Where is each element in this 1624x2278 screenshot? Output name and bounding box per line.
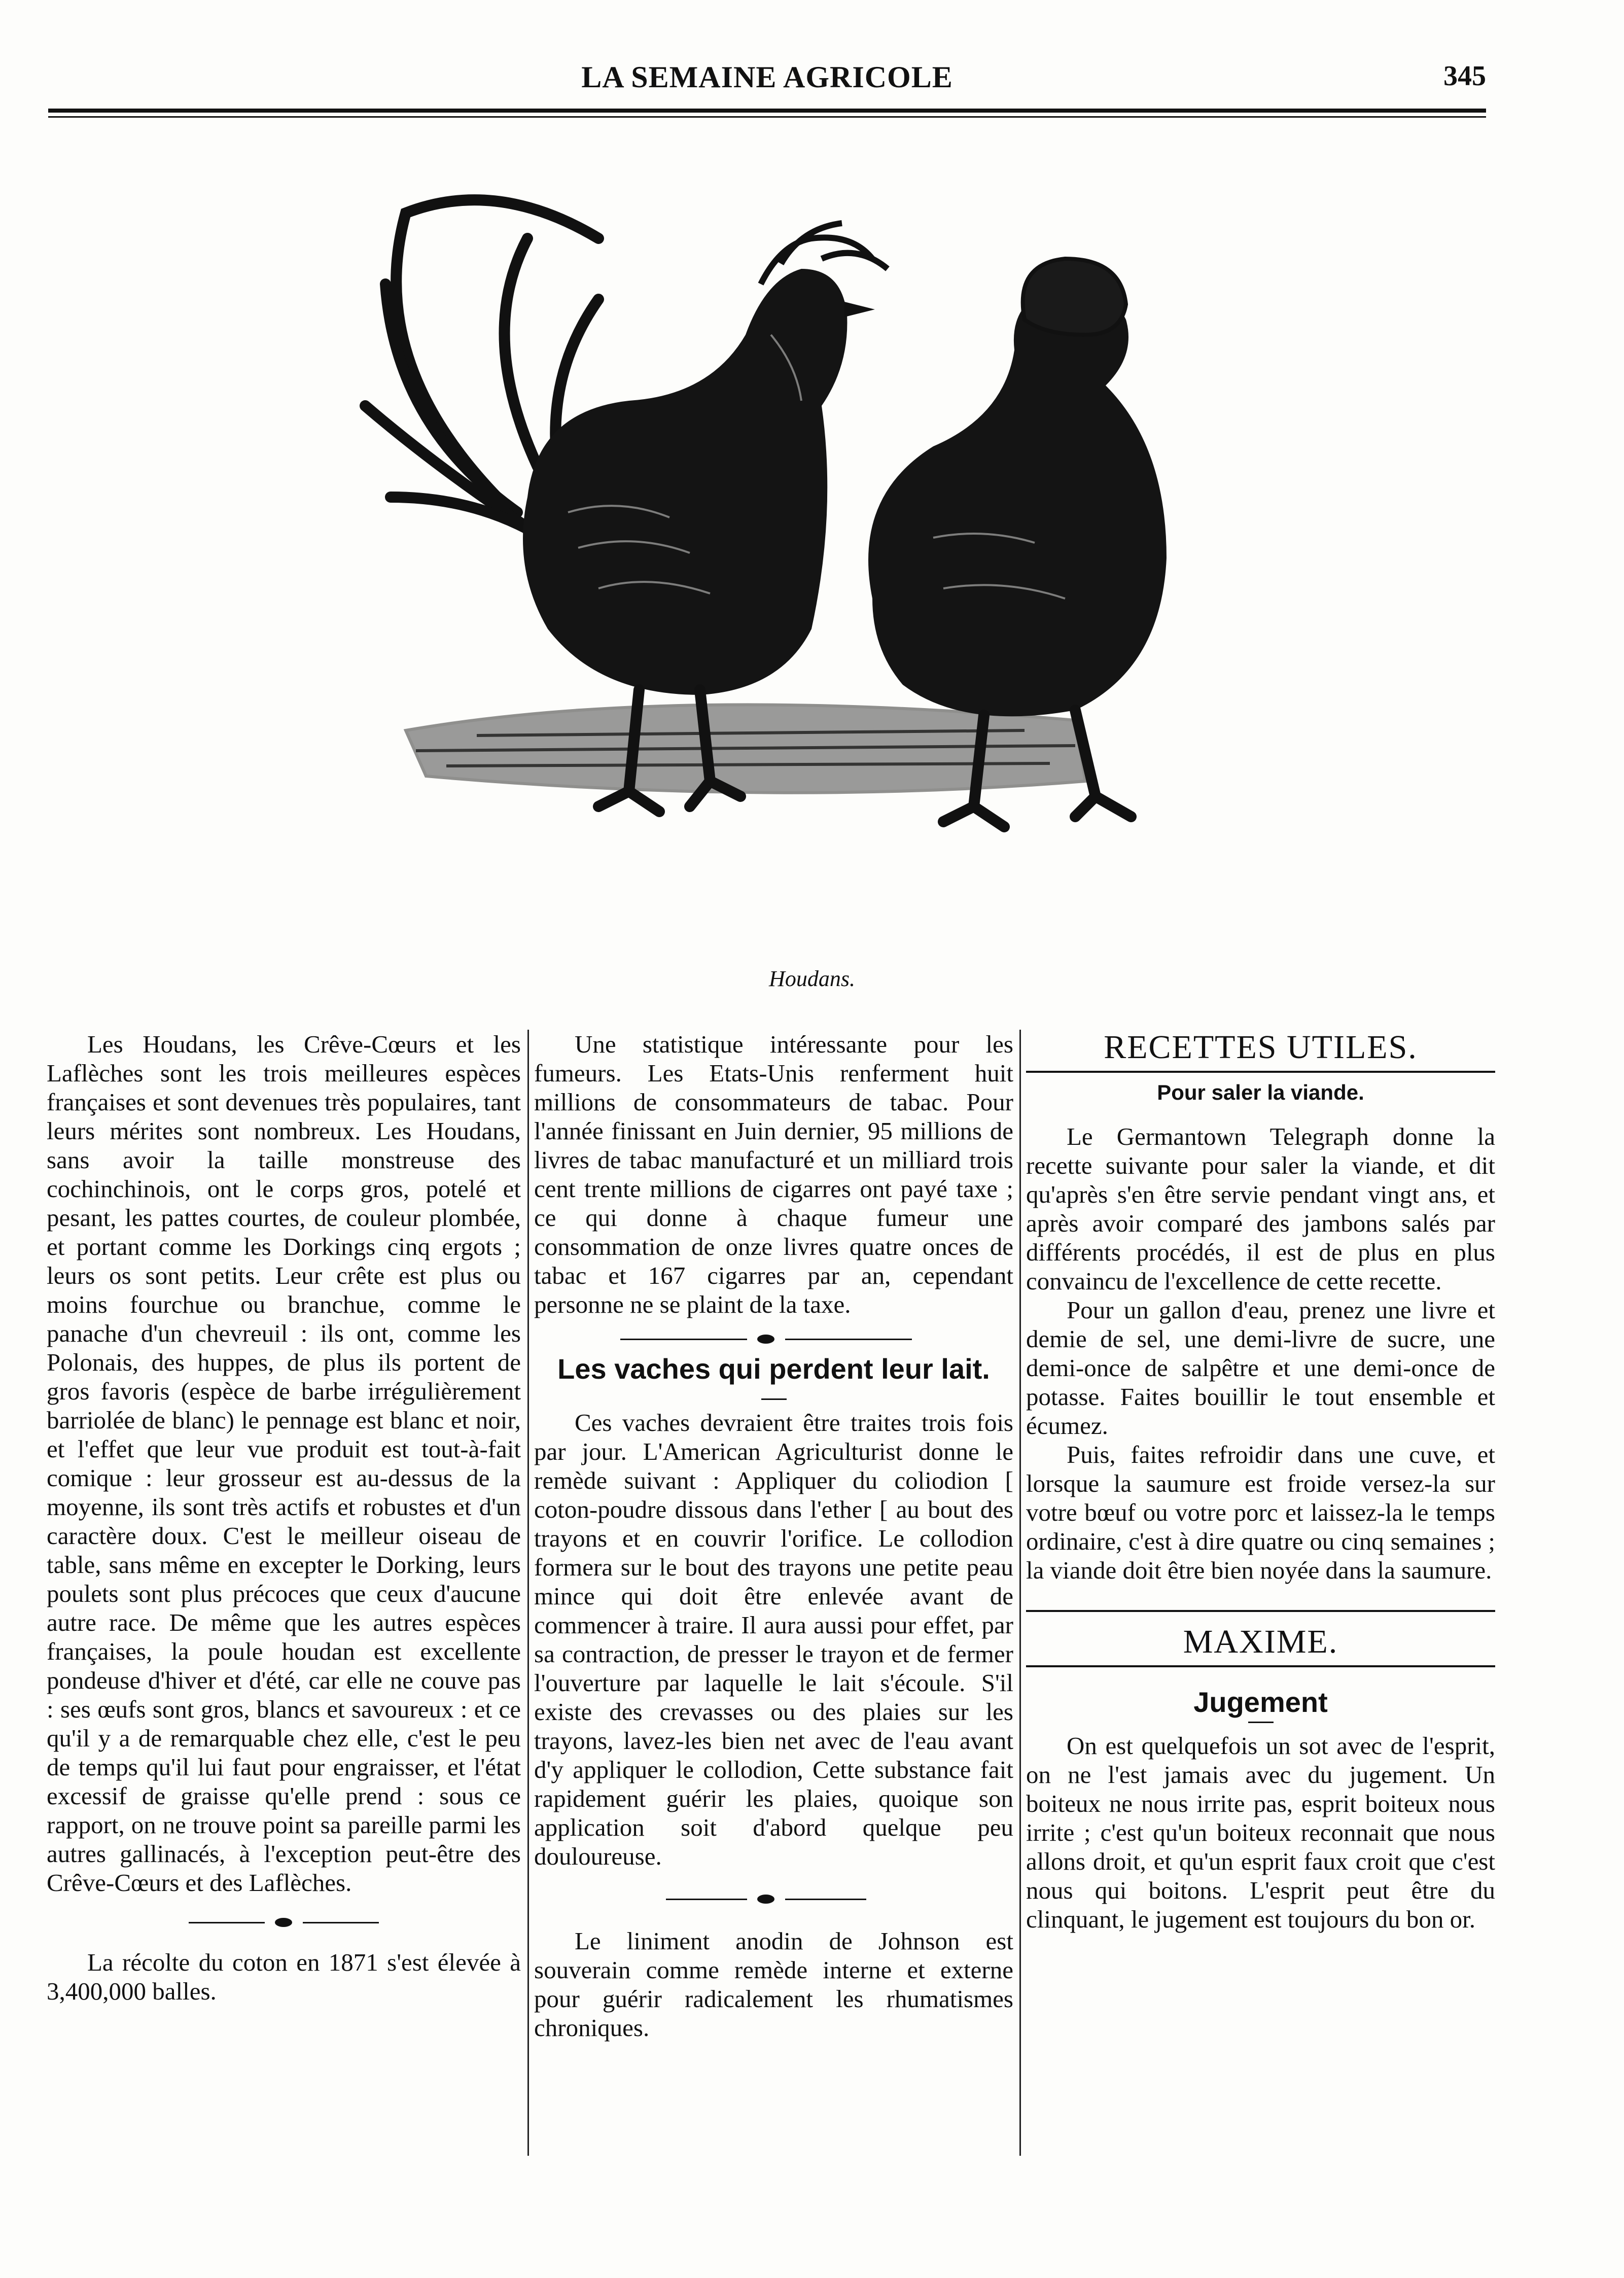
figure-caption: Houdans.	[769, 966, 855, 991]
heading-recettes: RECETTES UTILES.	[1104, 1029, 1418, 1066]
column-divider-2	[1019, 1030, 1021, 2156]
publication-title: LA SEMAINE AGRICOLE	[581, 60, 953, 94]
article-cotton: La récolte du coton en 1871 s'est élevée à 3,400,000 balles.	[47, 1948, 521, 2005]
rooster-beak	[844, 302, 875, 317]
article-liniment: Le liniment anodin de Johnson est souverain comme remède interne et externe pour guérir radicalement les rhumatismes chroniques.	[534, 1927, 1013, 2042]
subheading-saler: Pour saler la viande.	[1157, 1080, 1364, 1104]
rooster-body	[523, 269, 847, 695]
article-recipe-intro: Le Germantown Telegraph donne la recette suivante pour saler la viande, et dit qu'après s'en être servie pendant vingt ans, et après avoir comparé des jambons salés par différents procédés, il est de plus en plus convaincu de l'excellence de cette recette.	[1026, 1123, 1495, 1295]
masthead-rule-thick	[48, 109, 1486, 113]
column-divider-1	[527, 1030, 529, 2156]
rooster-and-hen-engraving	[213, 183, 1410, 928]
ornament-divider	[47, 1912, 521, 1933]
heading-cows: Les vaches qui perdent leur lait.	[557, 1353, 990, 1385]
hen-body	[868, 287, 1167, 716]
column-2	[534, 1030, 1013, 2042]
article-tobacco: Une statistique intéressante pour les fumeurs. Les Etats-Unis renferment huit millions de consommateurs de tabac. Pour l'année finissant en Juin dernier, 95 millions de livres de tabac manufacturé et un milliard trois cent trente millions de cigarres ont payé taxe ; ce qui donne à chaque fumeur une consommation de onze livres quatre onces de tabac et 167 cigarres par an, cependant personne ne se plaint de la taxe.	[534, 1030, 1013, 1318]
heading-maxime: MAXIME.	[1183, 1623, 1338, 1660]
section-rule	[1026, 1071, 1495, 1073]
ornament-divider	[534, 1329, 1013, 1349]
article-maxime: On est quelquefois un sot avec de l'esprit, on ne l'est jamais avec du jugement. Un boiteux ne nous irrite pas, esprit boiteux nous irrite ; c'est qu'un boiteux reconnait que nous allons droit, et qu'un esprit faux croit que c'est nous qui boitons. L'esprit peut être du clinquant, le jugement est toujours du bon or.	[1026, 1732, 1495, 1933]
masthead-rule-thin	[48, 116, 1486, 118]
section-rule	[1026, 1610, 1495, 1612]
article-houdans: Les Houdans, les Crêve-Cœurs et les Laflèches sont les trois meilleures espèces françaises et sont devenues très populaires, tant leurs mérites sont nombreux. Les Houdans, sans avoir la taille monstreuse des cochinchinois, ont le corps gros, potelé et pesant, les pattes courtes, de couleur plombée, et portant comme les Dorkings cinq ergots ; leurs os sont petits. Leur crête est plus ou moins fourchue ou branchue, comme le panache d'un chevreuil : ils ont, comme les Polonais, des huppes, de plus ils portent de gros favoris (espèce de barbe irrégulièrement barriolée de blanc) le pennage est blanc et noir, et l'effet que leur vue produit est tout-à-fait comique : leur grosseur est au-dessus de la moyenne, ils sont très actifs et robustes et d'un caractère doux. C'est le meilleur oiseau de table, sans même en excepter le Dorking, leurs poulets sont plus précoces que ceux d'aucune autre race. De même que les autres espèces françaises, la poule houdan est excellente pondeuse d'hiver et d'été, car elle ne couve pas : ses œufs sont gros, blancs et savoureux : et ce qu'il y a de remarquable chez elle, c'est le peu de temps qu'il lui faut pour engraisser, et l'état excessif de graisse qu'elle prend : sous ce rapport, on ne trouve point sa pareille parmi les autres gallinacés, à l'exception peut-être des Crêve-Cœurs et des Laflèches.	[47, 1030, 521, 1897]
heading-dash	[1248, 1722, 1274, 1723]
article-recipe-method: Puis, faites refroidir dans une cuve, et lorsque la saumure est froide versez-la sur votre bœuf ou votre porc et laissez-la le temps ordinaire, c'est à dire quatre ou cinq semaines ; la viande doit être bien noyée dans la saumure.	[1026, 1441, 1495, 1584]
heading-dash	[761, 1398, 787, 1400]
section-rule	[1026, 1665, 1495, 1667]
article-cows: Ces vaches devraient être traites trois fois par jour. L'American Agriculturist donne le remède suivant : Appliquer du coliodion [ coton-poudre dissous dans l'ether [ au bout des trayons et en couvrir l'orifice. Le collodion formera sur le bout des trayons une petite peau mince qui doit être enlevée avant de commencer à traire. Il aura aussi pour effet, par sa contraction, de presser le trayon et de fermer l'ouverture par laquelle le lait s'écoule. S'il existe des crevasses ou des plaies sur les trayons, lavez-les bien net avec de l'eau avant d'y appliquer le collodion, Cette substance fait rapidement guérir les plaies, quoique son application soit d'abord quelque peu douloureuse.	[534, 1409, 1013, 1870]
article-recipe-ingredients: Pour un gallon d'eau, prenez une livre et demie de sel, une demi-livre de sucre, une demi-once de salpêtre et une demi-once de potasse. Faites bouillir le tout ensemble et écumez.	[1026, 1296, 1495, 1440]
column-1	[47, 1030, 521, 2006]
ornament-divider	[534, 1889, 1013, 1909]
hen-crest	[1023, 259, 1126, 335]
column-3	[1026, 1030, 1495, 1934]
page-number: 345	[1443, 60, 1486, 92]
masthead	[48, 60, 1486, 100]
subheading-jugement: Jugement	[1193, 1686, 1328, 1718]
